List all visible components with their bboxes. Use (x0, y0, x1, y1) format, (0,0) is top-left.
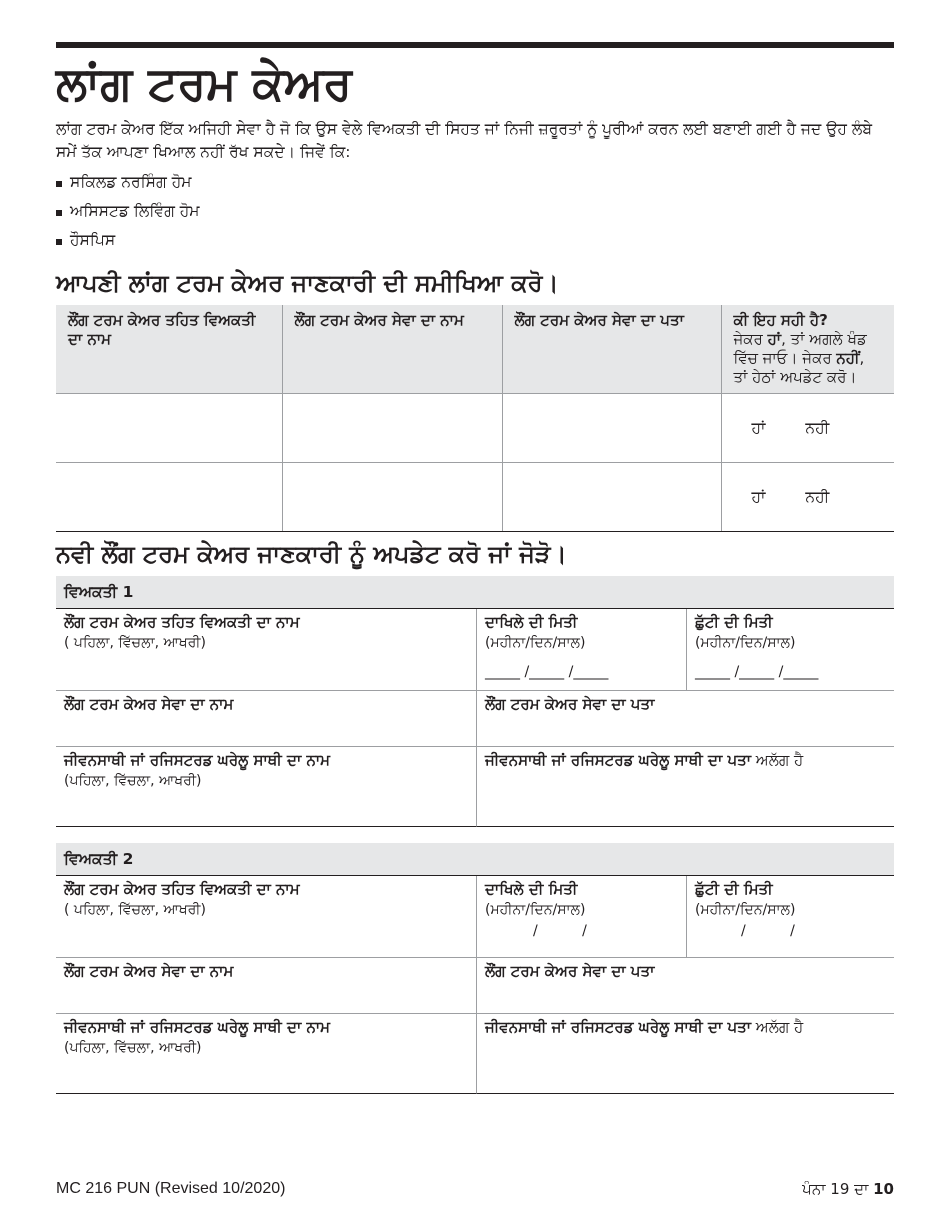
yes-no-cell (721, 394, 894, 463)
service-address-field[interactable]: ਲੌਂਗ ਟਰਮ ਕੇਅਰ ਸੇਵਾ ਦਾ ਪਤਾ (476, 691, 894, 747)
intro-text: ਲਾਂਗ ਟਰਮ ਕੇਅਰ ਇੱਕ ਅਜਿਹੀ ਸੇਵਾ ਹੈ ਜੋ ਕਿ ਉਸ ਵੇਲੇ ਵਿਅਕਤੀ ਦੀ ਸਿਹਤ ਜਾਂ ਨਿਜੀ ਜ਼ਰੂਰਤਾਂ ਨੂੰ ਪੂਰੀਆਂ ਕਰਨ ਲਈ ਬਣਾਈ ਗਈ ਹੈ ਜਦ ਉਹ ਲੰਬੇ ਸਮੇਂ ਤੱਕ ਆਪਣਾ ਖਿਆਲ ਨਹੀਂ ਰੱਖ ਸਕਦੇ। ਜਿਵੇਂ ਕਿ: (56, 120, 873, 161)
form-id: MC 216 PUN (Revised 10/2020) (56, 1180, 286, 1197)
service-name-field[interactable]: ਲੌਂਗ ਟਰਮ ਕੇਅਰ ਸੇਵਾ ਦਾ ਨਾਮ (56, 691, 476, 747)
col-person-name: ਲੌਂਗ ਟਰਮ ਕੇਅਰ ਤਹਿਤ ਵਿਅਕਤੀ ਦਾ ਨਾਮ (56, 305, 282, 394)
no-option[interactable]: ਨਹੀ (805, 418, 830, 437)
service-address-cell[interactable] (502, 463, 721, 532)
person-name-cell[interactable] (56, 463, 282, 532)
spouse-name-field[interactable]: ਜੀਵਨਸਾਥੀ ਜਾਂ ਰਜਿਸਟਰਡ ਘਰੇਲੂ ਸਾਥੀ ਦਾ ਨਾਮ (ਪਹਿਲਾ, ਵਿੱਚਲਾ, ਆਖਰੀ) (56, 747, 476, 827)
yes-option[interactable]: ਹਾਂ (751, 487, 766, 506)
col-service-address: ਲੌਂਗ ਟਰਮ ਕੇਅਰ ਸੇਵਾ ਦਾ ਪਤਾ (502, 305, 721, 394)
table-header-row (56, 305, 894, 394)
service-name-cell[interactable] (282, 394, 502, 463)
spouse-address-field[interactable]: ਜੀਵਨਸਾਥੀ ਜਾਂ ਰਜਿਸਟਰਡ ਘਰੇਲੂ ਸਾਥੀ ਦਾ ਪਤਾ ਅਲੱਗ ਹੈ (476, 747, 894, 827)
col-service-name: ਲੌਂਗ ਟਰਮ ਕੇਅਰ ਸੇਵਾ ਦਾ ਨਾਮ (282, 305, 502, 394)
is-correct-note: ਜੇਕਰ ਹਾਂ, ਤਾਂ ਅਗਲੇ ਖੰਡ ਵਿੱਚ ਜਾਓ। ਜੇਕਰ ਨਹੀਂ, ਤਾਂ ਹੇਠਾਂ ਅਪਡੇਟ ਕਰੋ। (733, 330, 867, 386)
top-rule (56, 42, 894, 48)
yes-no-cell (721, 463, 894, 532)
service-address-cell[interactable] (502, 394, 721, 463)
list-item: ਸਕਿਲਡ ਨਰਸਿੰਗ ਹੋਮ (56, 168, 894, 197)
person-name-cell[interactable] (56, 394, 282, 463)
no-option[interactable]: ਨਹੀ (805, 487, 830, 506)
yes-option[interactable]: ਹਾਂ (751, 418, 766, 437)
spouse-name-field[interactable]: ਜੀਵਨਸਾਥੀ ਜਾਂ ਰਜਿਸਟਰਡ ਘਰੇਲੂ ਸਾਥੀ ਦਾ ਨਾਮ (ਪਹਿਲਾ, ਵਿੱਚਲਾ, ਆਖਰੀ) (56, 1014, 476, 1094)
col-is-correct (721, 305, 894, 394)
person-name-field[interactable]: ਲੌਂਗ ਟਰਮ ਕੇਅਰ ਤਹਿਤ ਵਿਅਕਤੀ ਦਾ ਨਾਮ ( ਪਹਿਲਾ, ਵਿੱਚਲਾ, ਆਖਰੀ) (56, 609, 476, 691)
page-title: ਲਾਂਗ ਟਰਮ ਕੇਅਰ (56, 56, 352, 110)
table-row (56, 394, 894, 463)
discharge-date-field[interactable]: ਛੁੱਟੀ ਦੀ ਮਿਤੀ (ਮਹੀਨਾ/ਦਿਨ/ਸਾਲ) _____ /_____ /_____ (686, 609, 894, 691)
person-1-header: ਵਿਅਕਤੀ 1 (56, 576, 894, 608)
update-heading: ਨਵੀ ਲੌਂਗ ਟਰਮ ਕੇਅਰ ਜਾਣਕਾਰੀ ਨੂੰ ਅਪਡੇਟ ਕਰੋ ਜਾਂ ਜੋੜੋ। (56, 540, 567, 568)
is-correct-label: ਕੀ ਇਹ ਸਹੀ ਹੈ? (733, 311, 828, 329)
review-table (56, 305, 894, 532)
page-number: ਪੰਨਾ 19 ਦਾ 10 (802, 1180, 894, 1198)
service-name-cell[interactable] (282, 463, 502, 532)
service-name-field[interactable]: ਲੌਂਗ ਟਰਮ ਕੇਅਰ ਸੇਵਾ ਦਾ ਨਾਮ (56, 958, 476, 1014)
list-item: ਹੌਸਪਿਸ (56, 226, 894, 255)
examples-list (56, 168, 894, 255)
person-2-section (56, 843, 894, 1094)
list-item: ਅਸਿਸਟਡ ਲਿਵਿੰਗ ਹੋਮ (56, 197, 894, 226)
review-heading: ਆਪਣੀ ਲਾਂਗ ਟਰਮ ਕੇਅਰ ਜਾਣਕਾਰੀ ਦੀ ਸਮੀਖਿਆ ਕਰੋ। (56, 269, 559, 297)
form-page (56, 42, 894, 1094)
spouse-address-field[interactable]: ਜੀਵਨਸਾਥੀ ਜਾਂ ਰਜਿਸਟਰਡ ਘਰੇਲੂ ਸਾਥੀ ਦਾ ਪਤਾ ਅਲੱਗ ਹੈ (476, 1014, 894, 1094)
table-row (56, 463, 894, 532)
service-address-field[interactable]: ਲੌਂਗ ਟਰਮ ਕੇਅਰ ਸੇਵਾ ਦਾ ਪਤਾ (476, 958, 894, 1014)
person-2-header: ਵਿਅਕਤੀ 2 (56, 843, 894, 875)
person-name-field[interactable]: ਲੌਂਗ ਟਰਮ ਕੇਅਰ ਤਹਿਤ ਵਿਅਕਤੀ ਦਾ ਨਾਮ ( ਪਹਿਲਾ, ਵਿੱਚਲਾ, ਆਖਰੀ) (56, 876, 476, 958)
admission-date-field[interactable]: ਦਾਖਿਲੇ ਦੀ ਮਿਤੀ (ਮਹੀਨਾ/ਦਿਨ/ਸਾਲ) / / (476, 876, 686, 958)
person-1-section (56, 576, 894, 827)
discharge-date-field[interactable]: ਛੁੱਟੀ ਦੀ ਮਿਤੀ (ਮਹੀਨਾ/ਦਿਨ/ਸਾਲ) / / (686, 876, 894, 958)
admission-date-field[interactable]: ਦਾਖਿਲੇ ਦੀ ਮਿਤੀ (ਮਹੀਨਾ/ਦਿਨ/ਸਾਲ) _____ /_____ /_____ (476, 609, 686, 691)
